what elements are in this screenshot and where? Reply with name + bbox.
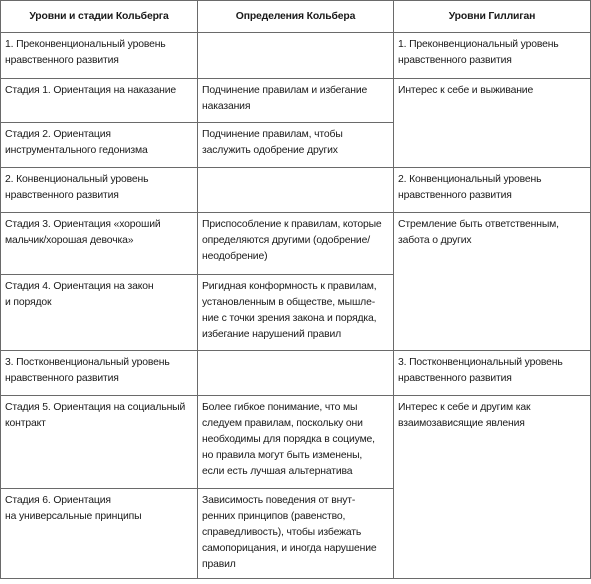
- gilligan-cell: [394, 396, 591, 579]
- kohlberg-cell: [1, 275, 198, 351]
- kohlberg-cell: [1, 489, 198, 579]
- gilligan-cell-text: 1. Преконвенциональный уровень нравственного развития: [398, 39, 559, 66]
- table-header-row: [1, 1, 591, 33]
- header-kohlberg-levels: Уровни и стадии Кольберга: [1, 1, 198, 33]
- kohlberg-cell: [1, 396, 198, 489]
- definition-cell-text: Более гибкое понимание, что мы следуем правилам, поскольку они необходимы для порядка в социуме, но правила могут быть изменены, если есть лучшая альтернатива: [202, 402, 375, 477]
- definition-cell: [198, 275, 394, 351]
- definition-cell: [198, 396, 394, 489]
- kohlberg-cell: [1, 79, 198, 123]
- gilligan-cell: [394, 79, 591, 168]
- definition-cell: [198, 33, 394, 79]
- gilligan-cell-text: Интерес к себе и выживание: [398, 85, 534, 96]
- kohlberg-cell-text: Стадия 4. Ориентация на закон и порядок: [5, 281, 154, 308]
- kohlberg-cell: [1, 168, 198, 213]
- kohlberg-cell-text: Стадия 5. Ориентация на социальный контракт: [5, 402, 186, 429]
- table-row: [1, 396, 591, 489]
- definition-cell: [198, 213, 394, 275]
- kohlberg-cell: [1, 351, 198, 396]
- gilligan-cell-text: Интерес к себе и другим как взаимозависящие явления: [398, 402, 531, 429]
- kohlberg-cell-text: Стадия 1. Ориентация на наказание: [5, 85, 177, 96]
- header-kohlberg-definitions: Определения Кольбера: [198, 1, 394, 33]
- kohlberg-cell-text: 3. Постконвенциональный уровень нравственного развития: [5, 357, 170, 384]
- header-gilligan-levels: Уровни Гиллиган: [394, 1, 591, 33]
- definition-cell-text: Зависимость поведения от внут- ренних принципов (равенство, справедливость), чтобы избежать самопорицания, и иногда нарушение правил: [202, 495, 377, 570]
- gilligan-cell: [394, 351, 591, 396]
- gilligan-cell-text: 3. Постконвенциональный уровень нравственного развития: [398, 357, 563, 384]
- definition-cell-text: Ригидная конформность к правилам, установленным в обществе, мышле- ние с точки зрения закона и порядка, избегание нарушений правил: [202, 281, 377, 340]
- definition-cell-text: Подчинение правилам и избегание наказания: [202, 85, 368, 112]
- table-row: [1, 213, 591, 275]
- kohlberg-cell-text: 1. Преконвенциональный уровень нравственного развития: [5, 39, 166, 66]
- definition-cell: [198, 168, 394, 213]
- kohlberg-cell-text: 2. Конвенциональный уровень нравственного развития: [5, 174, 149, 201]
- gilligan-cell-text: 2. Конвенциональный уровень нравственного развития: [398, 174, 542, 201]
- definition-cell-text: Подчинение правилам, чтобы заслужить одобрение других: [202, 129, 343, 156]
- definition-cell: [198, 489, 394, 579]
- definition-cell: [198, 351, 394, 396]
- kohlberg-cell-text: Стадия 2. Ориентация инструментального гедонизма: [5, 129, 148, 156]
- kohlberg-cell-text: Стадия 6. Ориентация на универсальные принципы: [5, 495, 142, 522]
- gilligan-cell: [394, 168, 591, 213]
- kohlberg-cell-text: Стадия 3. Ориентация «хороший мальчик/хорошая девочка»: [5, 219, 161, 246]
- table-row: [1, 168, 591, 213]
- definition-cell: [198, 79, 394, 123]
- definition-cell-text: Приспособление к правилам, которые определяются другими (одобрение/ неодобрение): [202, 219, 382, 262]
- gilligan-cell: [394, 33, 591, 79]
- table-row: [1, 351, 591, 396]
- table-row: [1, 79, 591, 123]
- kohlberg-cell: [1, 33, 198, 79]
- gilligan-cell: [394, 213, 591, 351]
- kohlberg-cell: [1, 213, 198, 275]
- definition-cell: [198, 123, 394, 168]
- kohlberg-cell: [1, 123, 198, 168]
- gilligan-cell-text: Стремление быть ответственным, забота о других: [398, 219, 559, 246]
- table-row: [1, 33, 591, 79]
